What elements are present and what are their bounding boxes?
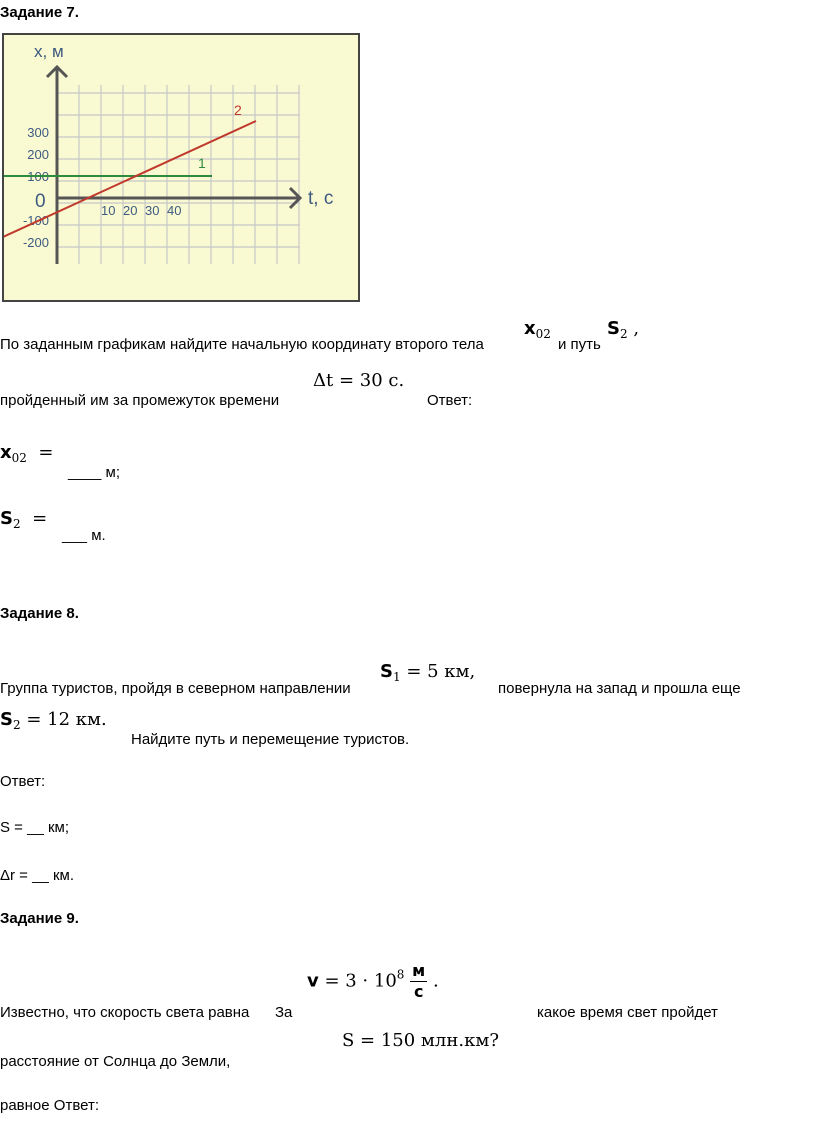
task8-answer-label: Ответ: xyxy=(0,773,46,790)
y-tick-label: -100 xyxy=(22,213,49,228)
answer-s2: $S_2$ = xyxy=(0,508,48,531)
y-tick-label: 300 xyxy=(27,125,49,140)
task8-answer-s: S = __ км; xyxy=(0,819,69,836)
task8-line1-post: повернула на запад и прошла еще xyxy=(498,680,741,697)
y-tick-label: 100 xyxy=(27,169,49,184)
task7-question-mid: и путь xyxy=(558,336,601,353)
task9-line2: расстояние от Солнца до Земли, xyxy=(0,1053,231,1070)
dt-formula: Δt = 30 с. xyxy=(313,370,405,391)
series-label-1: 1 xyxy=(198,155,206,171)
unit-fraction: $\frac{м}{с}$ xyxy=(412,961,426,1001)
task7-heading: Задание 7. xyxy=(0,4,79,21)
position-time-graph xyxy=(2,33,360,302)
x-tick-label: 40 xyxy=(167,203,182,218)
x-axis-label: t, с xyxy=(308,188,334,209)
chart-svg xyxy=(4,35,362,304)
task8-line1: Группа туристов, пройдя в северном направлении xyxy=(0,680,351,697)
y-tick-label: 200 xyxy=(27,147,49,162)
x-tick-label: 20 xyxy=(123,203,138,218)
distance-formula: S = 150 млн.км? xyxy=(342,1030,499,1051)
task9-line1-post: какое время свет пройдет xyxy=(537,1004,718,1021)
task7-answer-label: Ответ: xyxy=(427,392,473,409)
s2-symbol: $S_2$ , xyxy=(607,318,640,341)
task8-line2: Найдите путь и перемещение туристов. xyxy=(131,731,410,748)
x-tick-label: 10 xyxy=(101,203,116,218)
task7-question-line1: По заданным графикам найдите начальную координату второго тела xyxy=(0,336,484,353)
task8-answer-dr: Δr = __ км. xyxy=(0,867,75,884)
answer-x02: $x_{02}$ = xyxy=(0,442,54,465)
task9-line1: Известно, что скорость света равна xyxy=(0,1004,250,1021)
task7-question-line2: пройденный им за промежуток времени xyxy=(0,392,280,409)
x-tick-label: 30 xyxy=(145,203,160,218)
answer-s2-blank: ___ м. xyxy=(62,527,106,544)
series-label-2: 2 xyxy=(234,102,242,118)
y-tick-label: -200 xyxy=(22,235,49,250)
task9-line1-mid: За xyxy=(275,1004,293,1021)
task9-heading: Задание 9. xyxy=(0,910,79,927)
speed-of-light-formula: $v = 3 \cdot 10^8$ $\frac{м}{с}$ . xyxy=(307,961,439,1001)
answer-x02-blank: ____ м; xyxy=(68,464,121,481)
s1-formula: $S_1 = 5$ км, xyxy=(380,661,476,684)
origin-label: 0 xyxy=(35,191,46,212)
y-axis-label: x, м xyxy=(34,42,64,61)
s2-formula: $S_2 = 12$ км. xyxy=(0,709,107,732)
task9-line3: равное Ответ: xyxy=(0,1097,100,1114)
x02-symbol: $x_{02}$ xyxy=(524,318,551,341)
task8-heading: Задание 8. xyxy=(0,605,79,622)
